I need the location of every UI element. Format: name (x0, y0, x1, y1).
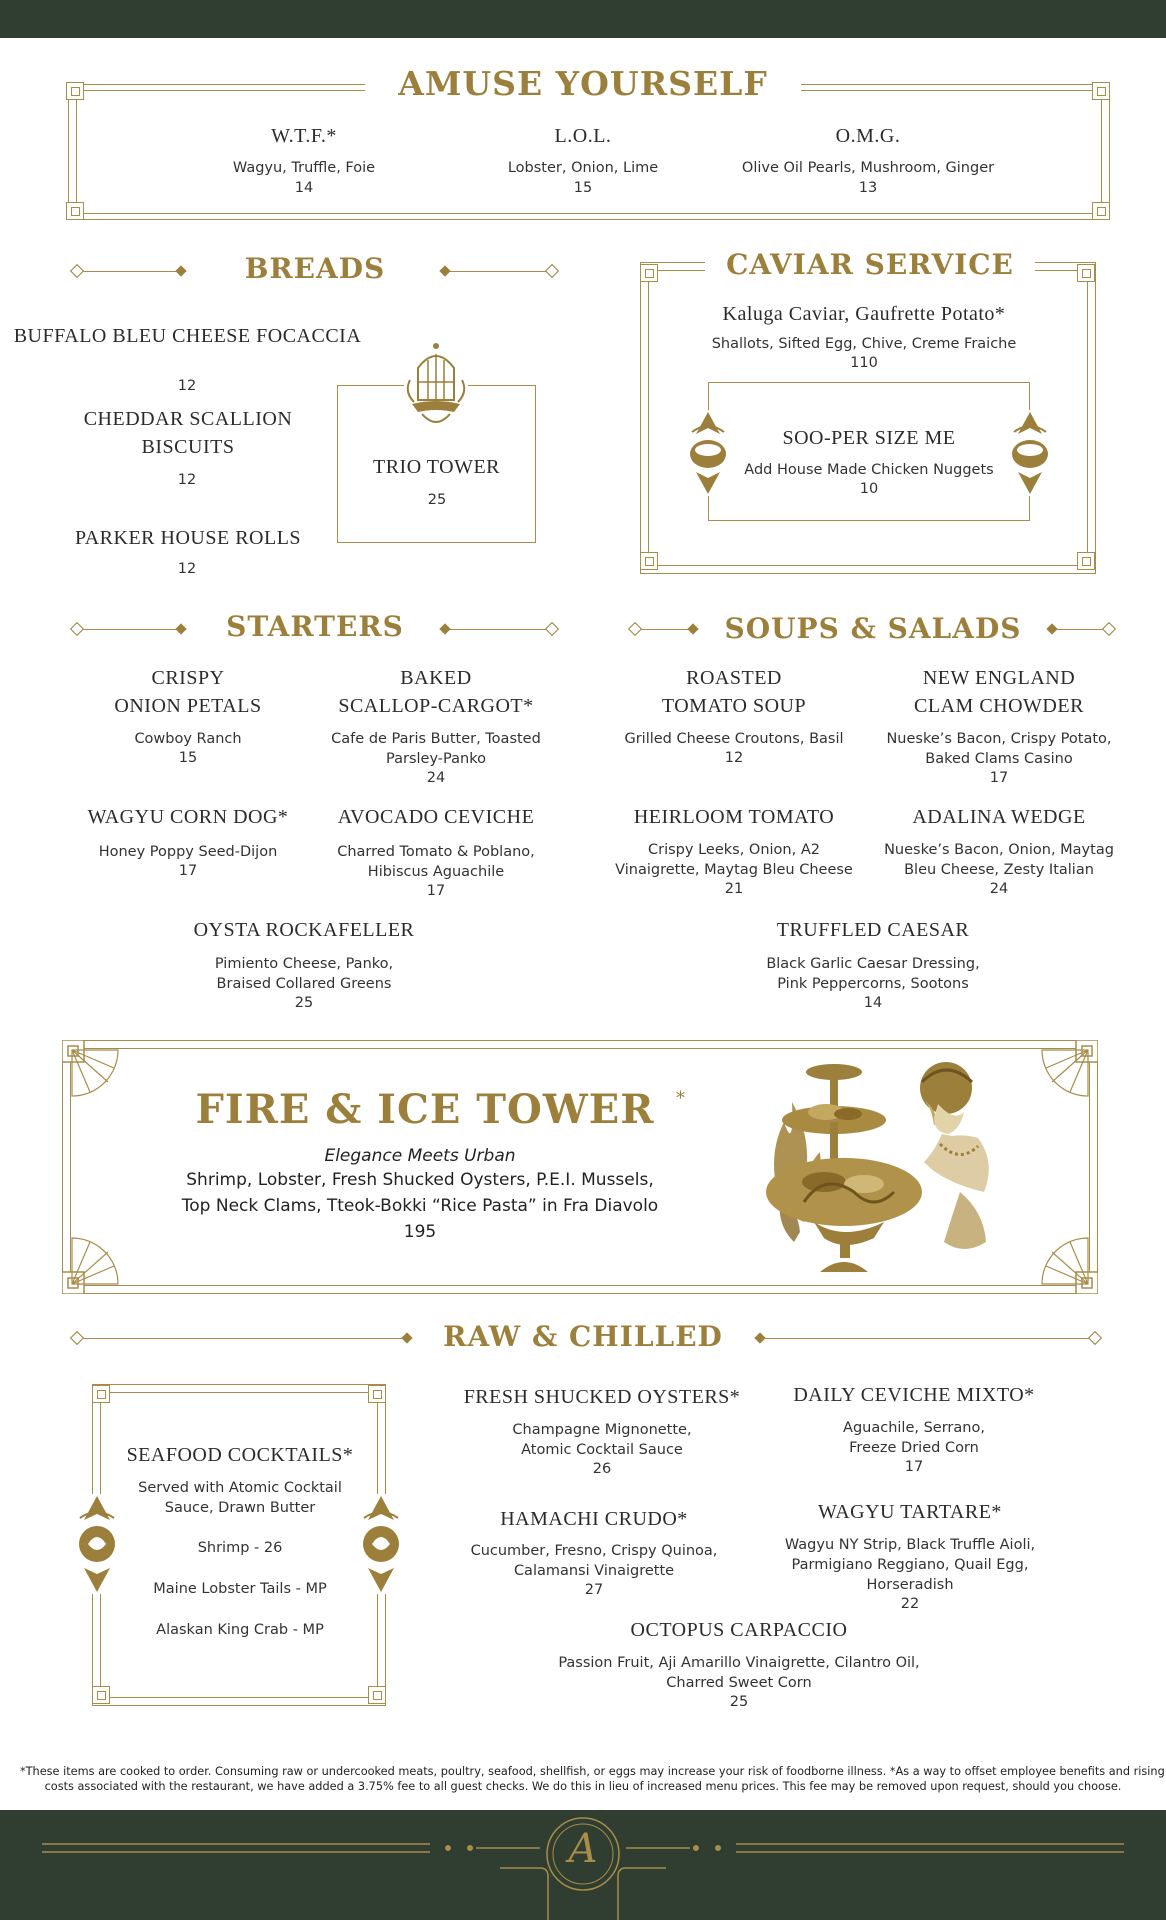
caviar-item-name: Kaluga Caviar, Gaufrette Potato* (722, 303, 1006, 325)
divider-ornament (545, 622, 559, 636)
amuse-item-name: O.M.G. (835, 125, 901, 147)
amuse-item-price: 13 (858, 180, 878, 196)
starter-item-name: CRISPY (151, 667, 225, 689)
divider-line (760, 1338, 1096, 1339)
raw-item-name: HAMACHI CRUDO* (500, 1508, 688, 1530)
starters-title: STARTERS (205, 610, 425, 643)
raw-item-price: 22 (900, 1596, 920, 1612)
starter-item-name: ONION PETALS (114, 695, 262, 717)
corner-ornament (1092, 82, 1110, 100)
amuse-item-name: L.O.L. (554, 125, 612, 147)
starter-item-price: 24 (426, 770, 446, 786)
fan-corner-ornament (62, 1234, 122, 1294)
corner-ornament (66, 202, 84, 220)
soup-item-desc: Nueske’s Bacon, Crispy Potato, (886, 731, 1112, 747)
raw-item-name: WAGYU TARTARE* (818, 1501, 1002, 1523)
footnote-line: *These items are cooked to order. Consuming raw or undercooked meats, poultry, seafood, shellfish, or eggs may increase your risk of foodborne illness. *As a way to offset employee benefits and rising (20, 1765, 1165, 1778)
seafood-tower-illustration (764, 1042, 1004, 1282)
soup-item-desc: Bleu Cheese, Zesty Italian (904, 862, 1094, 878)
tower-title: FIRE & ICE TOWER (195, 1086, 655, 1133)
tower-tagline: Elegance Meets Urban (324, 1146, 516, 1166)
raw-item-price: 27 (584, 1582, 604, 1598)
starter-item-desc: Cowboy Ranch (134, 731, 242, 747)
bread-item-name: BUFFALO BLEU CHEESE FOCACCIA (13, 325, 362, 347)
starter-item-desc: Parsley-Panko (386, 751, 486, 767)
starter-item-name: BAKED (400, 667, 472, 689)
soup-item-price: 14 (863, 995, 883, 1011)
divider-ornament (439, 623, 450, 634)
raw-item-desc: Horseradish (866, 1577, 954, 1593)
corner-ornament (92, 1385, 110, 1403)
divider-ornament (70, 622, 84, 636)
corner-ornament (640, 552, 658, 570)
caviar-tin-icon (686, 410, 730, 496)
starter-item-desc: Charred Tomato & Poblano, (337, 844, 535, 860)
footnote (20, 1764, 1165, 1794)
starter-item-price: 17 (178, 863, 198, 879)
fan-corner-ornament (1038, 1234, 1098, 1294)
starter-item-desc: Pimiento Cheese, Panko, (214, 956, 394, 972)
divider-ornament (70, 1331, 84, 1345)
soup-item-price: 12 (724, 750, 744, 766)
soup-item-desc: Pink Peppercorns, Sootons (777, 976, 969, 992)
bread-item-price: 12 (177, 472, 197, 488)
corner-ornament (1077, 264, 1095, 282)
addon-desc: Add House Made Chicken Nuggets (744, 462, 994, 478)
birdcage-icon (404, 340, 468, 430)
cocktails-option: Shrimp - 26 (197, 1540, 283, 1556)
raw-item-name: OCTOPUS CARPACCIO (630, 1619, 848, 1641)
amuse-item-desc: Wagyu, Truffle, Foie (232, 160, 376, 176)
soup-item-name: CLAM CHOWDER (914, 695, 1084, 717)
tower-desc: Shrimp, Lobster, Fresh Shucked Oysters, P.E.I. Mussels, (186, 1170, 654, 1190)
starter-item-price: 17 (426, 883, 446, 899)
tower-title-asterisk: * (676, 1088, 685, 1109)
starter-item-name: WAGYU CORN DOG* (87, 806, 289, 828)
soup-item-desc: Crispy Leeks, Onion, A2 (648, 842, 820, 858)
cocktails-desc: Sauce, Drawn Butter (164, 1500, 316, 1516)
soup-item-price: 21 (724, 881, 744, 897)
divider-line (634, 629, 692, 630)
divider-line (445, 271, 553, 272)
soup-item-name: ADALINA WEDGE (912, 806, 1086, 828)
corner-ornament (1077, 552, 1095, 570)
corner-ornament (368, 1686, 386, 1704)
amuse-item-price: 14 (294, 180, 314, 196)
bread-item-price: 12 (177, 561, 197, 577)
breads-title: BREADS (220, 252, 410, 285)
soup-item-price: 24 (989, 881, 1009, 897)
amuse-item-price: 15 (573, 180, 593, 196)
divider-ornament (401, 1332, 412, 1343)
caviar-tin-icon (1008, 410, 1052, 496)
raw-item-name: DAILY CEVICHE MIXTO* (793, 1384, 1035, 1406)
divider-ornament (439, 265, 450, 276)
corner-ornament (92, 1686, 110, 1704)
raw-item-desc: Champagne Mignonette, (512, 1422, 692, 1438)
caviar-title: CAVIAR SERVICE (705, 248, 1035, 281)
soup-item-desc: Vinaigrette, Maytag Bleu Cheese (615, 862, 853, 878)
starter-item-name: SCALLOP-CARGOT* (338, 695, 534, 717)
raw-item-desc: Parmigiano Reggiano, Quail Egg, (791, 1557, 1029, 1573)
divider-ornament (70, 264, 84, 278)
bread-item-name: CHEDDAR SCALLION (83, 408, 293, 430)
starter-item-desc: Honey Poppy Seed-Dijon (98, 844, 278, 860)
raw-item-desc: Passion Fruit, Aji Amarillo Vinaigrette, Cilantro Oil, (558, 1655, 920, 1671)
bread-item-price: 12 (177, 378, 197, 394)
cocktails-option: Alaskan King Crab - MP (156, 1622, 324, 1638)
divider-ornament (175, 623, 186, 634)
fan-corner-ornament (1038, 1040, 1098, 1100)
raw-item-desc: Charred Sweet Corn (666, 1675, 812, 1691)
raw-item-desc: Calamansi Vinaigrette (513, 1563, 675, 1579)
starter-item-name: OYSTA ROCKAFELLER (193, 919, 415, 941)
addon-name: SOO-PER SIZE ME (782, 427, 956, 449)
trio-tower-name: TRIO TOWER (372, 456, 501, 478)
tower-price: 195 (403, 1222, 437, 1242)
soup-item-name: TRUFFLED CAESAR (776, 919, 970, 941)
divider-line (76, 1338, 406, 1339)
cocktails-name: SEAFOOD COCKTAILS* (126, 1444, 354, 1466)
soup-item-desc: Nueske’s Bacon, Onion, Maytag (884, 842, 1114, 858)
raw-item-desc: Cucumber, Fresno, Crispy Quinoa, (470, 1543, 718, 1559)
soup-item-name: NEW ENGLAND (922, 667, 1076, 689)
starter-item-desc: Braised Collared Greens (216, 976, 392, 992)
divider-ornament (1102, 622, 1116, 636)
soup-item-desc: Grilled Cheese Croutons, Basil (624, 731, 844, 747)
logo-monogram: A (568, 1826, 598, 1872)
soup-item-name: HEIRLOOM TOMATO (633, 806, 835, 828)
raw-item-price: 17 (904, 1459, 924, 1475)
divider-ornament (687, 623, 698, 634)
divider-line (76, 629, 180, 630)
raw-item-desc: Wagyu NY Strip, Black Truffle Aioli, (784, 1537, 1036, 1553)
bread-item-name: PARKER HOUSE ROLLS (74, 527, 302, 549)
amuse-item-desc: Lobster, Onion, Lime (507, 160, 659, 176)
amuse-title: AMUSE YOURSELF (365, 64, 801, 103)
starter-item-price: 15 (178, 750, 198, 766)
cocktails-option: Maine Lobster Tails - MP (153, 1581, 327, 1597)
top-bar (0, 0, 1166, 38)
raw-item-desc: Aguachile, Serrano, (843, 1420, 985, 1436)
trio-tower-price: 25 (427, 492, 447, 508)
starter-item-price: 25 (294, 995, 314, 1011)
divider-ornament (628, 622, 642, 636)
cocktails-desc: Served with Atomic Cocktail (138, 1480, 342, 1496)
addon-price: 10 (859, 481, 879, 497)
caviar-item-desc: Shallots, Sifted Egg, Chive, Creme Fraiche (711, 336, 1017, 352)
divider-line (445, 629, 553, 630)
soup-item-price: 17 (989, 770, 1009, 786)
divider-ornament (1046, 623, 1057, 634)
tower-desc: Top Neck Clams, Tteok-Bokki “Rice Pasta” in Fra Diavolo (181, 1196, 659, 1216)
fan-corner-ornament (62, 1040, 122, 1100)
raw-title: RAW & CHILLED (420, 1320, 746, 1353)
soup-item-desc: Black Garlic Caesar Dressing, (766, 956, 980, 972)
divider-line (76, 271, 180, 272)
raw-item-desc: Atomic Cocktail Sauce (521, 1442, 683, 1458)
footer-bar (0, 1810, 1166, 1920)
divider-ornament (1088, 1331, 1102, 1345)
raw-item-price: 25 (729, 1694, 749, 1710)
corner-ornament (1092, 202, 1110, 220)
footnote-line: costs associated with the restaurant, we have added a 3.75% fee to all guest checks. We do this in lieu of increased menu prices. This fee may be removed upon request, should you choose. (44, 1780, 1122, 1793)
corner-ornament (640, 264, 658, 282)
amuse-item-name: W.T.F.* (271, 125, 337, 147)
divider-ornament (175, 265, 186, 276)
starter-item-name: AVOCADO CEVICHE (337, 806, 535, 828)
corner-ornament (66, 82, 84, 100)
starter-item-desc: Hibiscus Aguachile (367, 864, 505, 880)
raw-item-price: 26 (592, 1461, 612, 1477)
soup-item-desc: Baked Clams Casino (925, 751, 1073, 767)
soup-item-name: ROASTED (686, 667, 782, 689)
raw-item-desc: Freeze Dried Corn (849, 1440, 979, 1456)
starter-item-desc: Cafe de Paris Butter, Toasted (331, 731, 541, 747)
caviar-item-price: 110 (850, 355, 878, 371)
soups-title: SOUPS & SALADS (705, 612, 1041, 645)
divider-ornament (754, 1332, 765, 1343)
amuse-item-desc: Olive Oil Pearls, Mushroom, Ginger (741, 160, 995, 176)
corner-ornament (368, 1385, 386, 1403)
soup-item-name: TOMATO SOUP (661, 695, 807, 717)
bread-item-name: BISCUITS (141, 436, 235, 458)
raw-item-name: FRESH SHUCKED OYSTERS* (463, 1386, 741, 1408)
divider-ornament (545, 264, 559, 278)
